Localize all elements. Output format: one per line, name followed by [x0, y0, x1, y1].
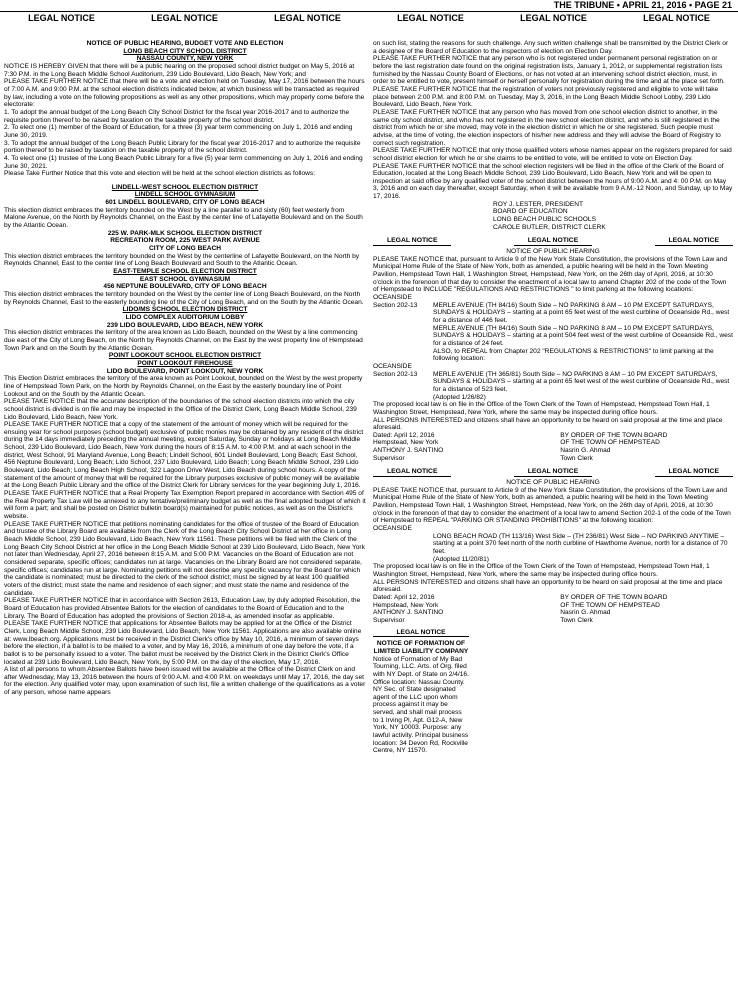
signer-title: Supervisor [373, 616, 405, 624]
legal-notice-header-bar [0, 11, 738, 25]
legal-notice-divider [373, 468, 733, 477]
paragraph: PLEASE TAKE FURTHER NOTICE that any person who has moved from one school election district to another, in the same city school district, and who has not registered in the new school election district, and who is still registered in the district from which he or she moved, may vote in the election district in which he or she registered. Such people must advise, at the time of voting, the election inspectors of his/her new address and they will advise the Board of Registry to correct such registration. [373, 108, 721, 147]
date: Dated: April 12, 2016 [373, 593, 435, 601]
paragraph: PLEASE TAKE FURTHER NOTICE that a copy of the statement of the amount of money which will be required for the ensuing year for school purposes (school budget) exclusive of public monies may be obtained by any resident of the district during the 14 days immediately preceding the annual meeting, except Saturday, Sunday or holidays at Long Beach Middle School, 239 Lido Boulevard, Lido Beach, New York during the hours of 8:15 A.M. to 4:00 P.M. and at each school in the district, West School, 91 Maryland Avenue, Long Beach; Lindell School, 601 Lindell Boulevard, Long Beach; East School, 456 Neptune Boulevard, Long Beach; Lido School, 237 Lido Boulevard, Lido Beach; Long Beach Middle School, 239 Lido Boulevard, Lido Beach; Long Beach High School, 322 Lagoon Drive West, Lido Beach during school hours. A copy of the statement of the amount of money that will be required for the Library purposes exclusive of public money will be available at the Long Beach Public Library and the office of the District Clerk for Library services for the year beginning July 1, 2016. [4, 421, 364, 490]
location-label: OCEANSIDE [373, 525, 412, 533]
adopted-date: (Adopted 1/26/82) [433, 393, 486, 401]
paragraph: ALL PERSONS INTERESTED and citizens shall have an opportunity to be heard on said proposal at the time and place aforesaid. [373, 578, 723, 594]
district-description: This election district embraces the territory bounded on the West by a line parallel to and sixty (60) feet westerly from Malone Avenue, on the North by Reynolds Channel, on the East by the center line of Lafayette Boulevard and on the South by the Atlantic Ocean. [4, 206, 363, 230]
paragraph: PLEASE TAKE FURTHER NOTICE that only those qualified voters whose names appear on the registers prepared for said school district election for which he or she claims to be entitled to vote, will be entitled to vote on Election Day. [373, 147, 732, 162]
masthead: THE TRIBUNE • APRIL 21, 2016 • PAGE 21 [553, 0, 732, 10]
paragraph: PLEASE TAKE FURTHER NOTICE that the school election registers will be filed in the office of the Clerk of the Board of Education, located at the Long Beach Middle School, 239 Lido Boulevard, Lido Beach, New York and will be open to inspection at said office by any qualified voter of the school district between the hours of 9:00 A.M. and 4: 00 P.M. on May 3, 2016 and on each day thereafter, except Saturday, when it will be available from 9 A.M.-12 Noon, and Sunday, up to May 17, 2016. [373, 162, 733, 201]
district-description: This election district embraces the territory bounded on the West by the centerline of Lafayette Boulevard, on the North by Reynolds Channel, East to the center line of Long Beach Boulevard and South to the Atlantic Ocean. [4, 252, 360, 268]
paragraph: 2. To elect one (1) member of the Board of Education, for a three (3) year term commencing on July 1, 2016 and ending June 30, 2019. [4, 124, 353, 139]
legal-notice-label: LEGAL NOTICE [655, 237, 733, 246]
election-district-heading: LINDELL-WEST SCHOOL ELECTION DISTRICT [111, 183, 259, 191]
header-label: LEGAL NOTICE [28, 13, 95, 23]
signer: ROY J. LESTER, PRESIDENT [493, 200, 584, 208]
district-description: This election district embraces the territory of the area known as Lido Beach, bounded on the West by a line commencing due east of the City of Long Beach, on the North by Reynolds Channel, on the East by the west property line of Hempstead Town Park and on the South by the Atlantic Ocean. [4, 329, 363, 352]
polling-place: EAST SCHOOL GYMNASIUM [139, 275, 231, 283]
legal-notice-divider [373, 237, 733, 246]
paragraph: Please Take Further Notice that this vote and election will be held at the school election districts as follows: [4, 170, 316, 178]
polling-address: LIDO BOULEVARD, POINT LOOKOUT, NEW YORK [106, 367, 264, 375]
parking-rule: MERLE AVENUE (TH 84/16) South Side – NO PARKING 8 AM – 10 PM EXCEPT SATURDAYS, SUNDAYS & HOLIDAYS – starting at a point 65 feet west of the west curbline of Oceanside Rd., west for a distance of 446 feet. [433, 301, 730, 324]
election-district-heading: EAST-TEMPLE SCHOOL ELECTION DISTRICT [113, 268, 257, 276]
signer: ANTHONY J. SANTINO [373, 609, 444, 617]
polling-address: 601 LINDELL BOULEVARD, CITY OF LONG BEACH [105, 199, 265, 207]
parking-rule: MERLE AVENUE (TH 365/81) South Side – NO PARKING 8 AM – 10 PM EXCEPT SATURDAYS, SUNDAYS & HOLIDAYS – starting at a point 65 feet west of the west curbline of Oceanside Rd., west for a distance of 523 feet. [433, 370, 730, 393]
polling-place: LIDO COMPLEX AUDITORIUM LOBBY [125, 313, 245, 321]
district-description: This election district embraces the territory bounded on the West by the center line of Long Beach Boulevard, on the North by Reynolds Channel, East to the easterly bounding line of the City of Long Beach, and on the South by the Atlantic Ocean. [4, 291, 364, 306]
location-label: OCEANSIDE [373, 294, 412, 301]
paragraph: PLEASE TAKE FURTHER NOTICE that applications for Absentee Ballots may be applied for at the Office of the District Clerk, Long Beach Middle School, 239 Lido Boulevard, Lido Beach, New York 11561. Applications are also available online at: www.lbeach.org. Applications must be received in the District Clerk's office by May 10, 2016, a minimum of seven days before the election, if a ballot is to be mailed to a voter, and by May 16, 2016, a minimum of one day before the vote, if a ballot is to be personally issued to a voter. The ballot must be received by the District Clerk in the District Clerk's Office located at 239 Lido Boulevard, Lido Beach, New York, by 5:00 P.M. on the day of the election, May 17, 2016. [4, 620, 362, 666]
signature-block [373, 594, 733, 625]
legal-notice-label: LEGAL NOTICE [373, 468, 451, 477]
header-label: LEGAL NOTICE [151, 13, 218, 23]
election-district-heading: 225 W. PARK-MLK SCHOOL ELECTION DISTRICT [107, 229, 263, 237]
polling-place: LINDELL SCHOOL GYMNASIUM [134, 191, 236, 199]
date: Dated: April 12, 2016 [373, 431, 435, 439]
order-line: BY ORDER OF THE TOWN BOARD [560, 431, 668, 439]
legal-notice-label: LEGAL NOTICE [655, 468, 733, 477]
notice-title: NOTICE OF PUBLIC HEARING, BUDGET VOTE AND ELECTION [86, 40, 284, 47]
section-table [373, 302, 733, 363]
paragraph: 1. To adopt the annual budget of the Long Beach City School District for the fiscal year 2016-2017 and to authorize the requisite portion thereof to be raised by taxation on the taxable property of the school district. [4, 108, 350, 124]
signer-title: LONG BEACH PUBLIC SCHOOLS [493, 216, 596, 224]
paragraph: PLEASE TAKE FURTHER NOTICE that there will be a vote and election held on Tuesday, May 17, 2016 between the hours of 7:00 A.M. and 9:00 P.M. at the school election districts indicated below, at which business will be transacted as required by law, including a vote on the following propositions as well as any other propositions, which may properly come before the electorate: [4, 78, 365, 109]
paragraph: PLEASE TAKE NOTICE that the accurate description of the boundaries of the school election districts into which the city school district is divided is on file and may be inspected in the Office of the District Clerk, Long Beach Middle School, 239 Lido Boulevard, Lido Beach, New York. [4, 398, 357, 421]
llc-notice [373, 629, 469, 756]
paragraph: PLEASE TAKE FURTHER NOTICE that any person who is not registered under permanent personal registration on or before the last registration date found on the original registration lists, January 1, 2012, or supplemental registration lists furnished by the Nassau County Board of Elections, or has not voted at an intervening school district election, must, in order to be entitled to vote, present himself or herself personally for registration during the time and at the place set forth. [373, 55, 725, 86]
right-column [373, 40, 733, 990]
header-label: LEGAL NOTICE [397, 13, 464, 23]
district-description: This Election District embraces the territory of the area known as Point Lookout, bounded on the West by the west property line of Hempstead Town Park, on the North by Reynolds Channel, on the East by the easterly boundary line of Point Lookout and on the South by the Atlantic Ocean. [4, 375, 363, 398]
legal-notice-label: LEGAL NOTICE [514, 237, 592, 246]
hearing-title: NOTICE OF PUBLIC HEARING [506, 248, 600, 256]
paragraph: on such list, stating the reasons for such challenge. Any such written challenge shall be transmitted by the District Clerk or a designee of the Board of Education to the inspectors of election on Election Day. [373, 40, 729, 55]
signer-title: Town Clerk [560, 454, 593, 462]
signer-title: Town Clerk [560, 616, 593, 624]
left-column [4, 40, 366, 990]
order-line: BY ORDER OF THE TOWN BOARD [560, 593, 668, 601]
section-number: Section 202-13 [373, 301, 418, 309]
parking-rule: ALSO, to REPEAL from Chapter 202 "REGULATIONS & RESTRICTIONS" to limit parking at the following location: [433, 347, 714, 363]
paragraph: 3. To adopt the annual budget of the Long Beach Public Library for the fiscal year 2016-2017 and to authorize the requisite portion thereof to be raised by taxation on the taxable property of the school district. [4, 139, 361, 155]
signer: Nasrin G. Ahmad [560, 447, 611, 455]
paragraph: The proposed local law is on file in the Office of the Town Clerk of the Town of Hempstead, Hempstead Town Hall, 1 Washington Street, Hempstead, New York, where the same may be inspected during office hours. [373, 401, 710, 416]
signature-block [493, 201, 733, 232]
signer-title: Supervisor [373, 454, 405, 462]
paragraph: NOTICE IS HEREBY GIVEN that there will be a public hearing on the proposed school district budget on May 5, 2016 at 7:30 P.M. in the Long Beach Middle School Auditorium, 239 Lido Boulevard, Lido Beach, New York; and [4, 62, 355, 78]
signer: CAROLE BUTLER, DISTRICT CLERK [493, 223, 606, 231]
order-line: OF THE TOWN OF HEMPSTEAD [560, 439, 660, 447]
paragraph: PLEASE TAKE FURTHER NOTICE that petitions nominating candidates for the office of trustee of the Board of Education and trustee of the Library Board are available from the Clerk of the Long Beach City School District at her office in Long Beach Middle School, 239 Lido Boulevard, Lido Beach, New York 11561. These petitions will be filed with the Clerk of the Long Beach City School District at her office in the Long Beach Middle School at 239 Lido Boulevard, Lido Beach, New York not later than Wednesday, April 27, 2016 between 8:15 A.M. and 5:00 P.M. Vacancies on the Board of Education are not considered separate, specific offices; candidates run at large. Vacancies on the Library Board are not considered separate, specific offices; candidates run at large. Nominating petitions will not describe any specific vacancy for the Board for which the candidate is nominated; must be directed to the clerk of the school district; must be signed by at least 100 qualified voters of the district; must state the name and residence of each signer; and must state the name and residence of the candidate. [4, 520, 365, 597]
election-district-heading: LIDO/MS SCHOOL ELECTION DISTRICT [122, 306, 248, 314]
section-spacer [373, 533, 433, 564]
paragraph: PLEASE TAKE NOTICE that, pursuant to Article 9 of the New York State Constitution, the provisions of the Town Law and Municipal Home Rule of the State of New York, both as amended, a public hearing will be held in the Town Meeting Pavilion, Hempstead Town Hall, 1 Washington Street, Hempstead, New York, on the 26th day of April, 2016, at 10:30 o'clock in the forenoon of that day to consider the enactment of a local law to amend Section 202-1 of the code of the Town of Hempstead to REPEAL "PARKING OR STANDING PROHIBITIONS" at the following location: [373, 486, 731, 525]
header-label: LEGAL NOTICE [643, 13, 710, 23]
polling-address: CITY OF LONG BEACH [148, 245, 222, 253]
section-table [373, 371, 733, 402]
order-line: OF THE TOWN OF HEMPSTEAD [560, 601, 660, 609]
section-number: Section 202-13 [373, 370, 418, 378]
signature-block [373, 432, 733, 463]
header-label: LEGAL NOTICE [520, 13, 587, 23]
paragraph: A list of all persons to whom Absentee Ballots have been issued will be available at the Office of the District Clerk on and after Wednesday, May 13, 2016 between the hours of 9:00 A.M. and 4:00 P.M. on weekdays until May 17, 2016, the day set for the election. Any qualified voter may, upon examination of such list, file a written challenge of the qualifications as a voter of any person, whose name appears [4, 666, 366, 697]
adopted-date: (Adopted 11/20/81) [433, 555, 489, 563]
polling-address: 239 LIDO BOULEVARD, LIDO BEACH, NEW YORK [106, 321, 264, 329]
hearing-title: NOTICE OF PUBLIC HEARING [506, 479, 600, 487]
legal-notice-label: LEGAL NOTICE [514, 468, 592, 477]
signer-title: BOARD OF EDUCATION [493, 208, 568, 216]
section-table [373, 533, 733, 564]
paragraph: PLEASE TAKE NOTICE that, pursuant to Article 9 of the New York State Constitution, the provisions of the Town Law and Municipal Home Rule of the State of New York, both as amended, a public hearing will be held in the Town Meeting Pavilion, Hempstead Town Hall, 1 Washington Street, Hempstead, New York, on the 26th day of April, 2016, at 10:30 o'clock in the forenoon of that day to consider the enactment of a local law to amend Chapter 202 of the code of the Town of Hempstead to INCLUDE "REGULATIONS AND RESTRICTIONS " to limit parking at the following locations: [373, 255, 728, 294]
paragraph: ALL PERSONS INTERESTED and citizens shall have an opportunity to be heard on said proposal at the time and place aforesaid. [373, 416, 723, 432]
polling-address: 456 NEPTUNE BOULEVARD, CITY OF LONG BEACH [103, 283, 267, 291]
place: Hempstead, New York [373, 439, 439, 447]
llc-body: Notice of Formation of My Bad Tourning, LLC. Arts. of Org. filed with NY Dept. of State on 2/4/16. Office location: Nassau County. NY Sec. of State designated agent of the LLC upon whom process against it may be served, and shall mail process to 1 Irving Pl, Apt. G12-A, New York, NY 10003. Purpose: any lawful activity. Principal business location: 34 Devon Rd, Rockville Centre, NY 11570. [373, 655, 469, 755]
place: Hempstead, New York [373, 601, 439, 609]
polling-place: POINT LOOKOUT FIREHOUSE [137, 359, 233, 367]
location-label: OCEANSIDE [373, 362, 412, 370]
llc-title: NOTICE OF FORMATION OF LIMITED LIABILITY COMPANY [373, 640, 469, 655]
signer: ANTHONY J. SANTINO [373, 447, 444, 455]
parking-rule: LONG BEACH ROAD (TH 113/16) West Side – (TH 236/81) West Side – NO PARKING ANYTIME – starting at a point 370 feet north of the north curbline of Hawthorne Avenue, north for a distance of 70 feet. [433, 532, 728, 555]
paragraph: The proposed local law is on file in the Office of the Town Clerk of the Town of Hempstead, Hempstead Town Hall, 1 Washington Street, Hempstead, New York, where the same may be inspected during office hours. [373, 563, 710, 578]
district-name: LONG BEACH CITY SCHOOL DISTRICT [123, 47, 247, 55]
legal-notice-label: LEGAL NOTICE [373, 237, 451, 246]
parking-rule: MERLE AVENUE (TH 84/16) South Side – NO PARKING 8 AM – 10 PM EXCEPT SATURDAYS, SUNDAYS & HOLIDAYS – starting at a point 504 feet west of the west curbline of Oceanside Rd., west for a distance of 24 feet. [433, 324, 733, 347]
legal-notice-label: LEGAL NOTICE [373, 629, 469, 638]
paragraph: PLEASE TAKE FURTHER NOTICE that a Real Property Tax Exemption Report prepared in accordance with Section 495 of the Real Property Tax Law will be annexed to any tentative/preliminary budget as well as the final adopted budget of which it will form a part; and shall be posted on District bulletin board(s) maintained for public notices, as well as on the District's website. [4, 490, 366, 521]
paragraph: PLEASE TAKE FURTHER NOTICE that in accordance with Section 2613, Education Law, by duly adopted Resolution, the Board of Education has provided Absentee Ballots for the election of candidates to the Board of Education and to the Library. The Board of Education has adopted the provisions of Section 2018-a, as amended insofar as applicable. [4, 597, 361, 620]
election-district-heading: POINT LOOKOUT SCHOOL ELECTION DISTRICT [108, 352, 262, 360]
paragraph: PLEASE TAKE FURTHER NOTICE that the registration of voters not previously registered and eligible to vote will take place between 2:00 P.M. and 8:00 P.M. on Tuesday, May 3, 2016, in the Long Beach Middle School Lobby, 239 Lido Boulevard, Lido Beach, New York. [373, 85, 719, 109]
county-name: NASSAU COUNTY, NEW YORK [136, 55, 234, 63]
paragraph: 4. To elect one (1) trustee of the Long Beach Public Library for a five (5) year term commencing on July 1, 2016 and ending June 30, 2021. [4, 154, 363, 170]
header-label: LEGAL NOTICE [274, 13, 341, 23]
polling-place: RECREATION ROOM, 225 WEST PARK AVENUE [110, 237, 260, 245]
signer: Nasrin G. Ahmad [560, 609, 611, 617]
